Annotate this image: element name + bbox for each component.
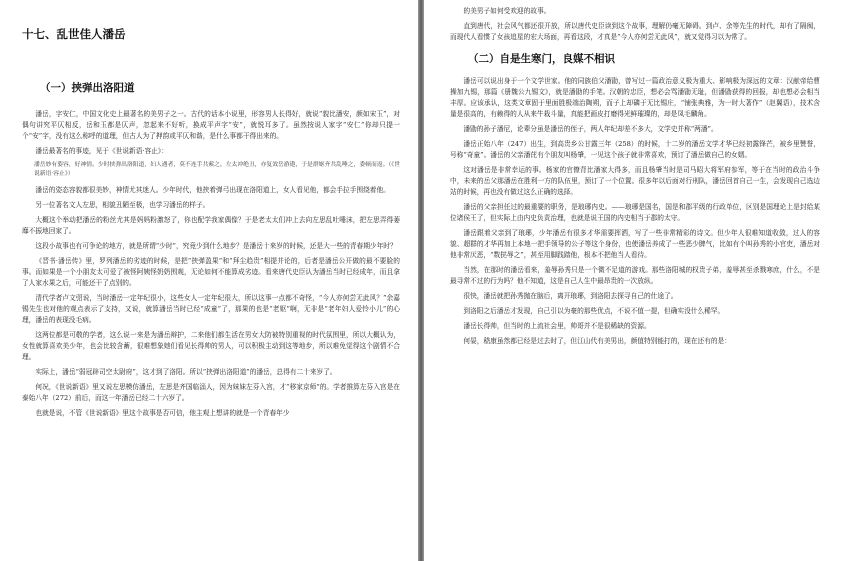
paragraph: 潘岳长得帅，但当时的上流社会里，帅哥并不是很稀缺的资源。 [463,322,651,330]
paragraph: 潘岳的姿态容貌都很美妙，神情尤其迷人。少年时代，他挟着弹弓出现在洛阳道上，女人看见他，都会手拉手围绕着他。 [35,186,390,194]
paragraph: 大概这个举动把潘岳的粉丝尤其是妈妈粉激怒了，你也配学我家偶像？于是老太太们冲上去向左思乱吐唾沫，把左思弄得萎靡不振地回家了。 [22,216,400,235]
paragraph: 这对潘岳是非常幸运的事。杨家的官僚背比潘家大得多，而且杨肇当时是司马昭大将军府参军，等于在当时的政治斗争中，未来的岳父那潘岳在胜利一方的队伍里，预订了一个位置。很多年以后面对行刑队，潘岳回首自己一生，会发现自己选边站的时候，再也没有做过这么正确的选择。 [450,166,820,196]
chapter-title: 十七、乱世佳人潘岳 [22,27,126,41]
paragraph: 潘勖的孙子潘尼，论辈分虽是潘岳的侄子，两人年纪却差不多大，文学史并称“两潘”。 [463,125,718,133]
block-quote: 潘岳妙有姿容，好神情。少时挟弹出洛阳道，妇人遇者，莫不连手共萦之。左太冲绝丑，亦复效岳游遨，于是群妪齐共乱唾之，委顿而返。（《世说新语·容止》） [34,162,400,177]
paragraph: 潘岳可以说出身于一个文学世家。他的同族伯父潘勖，曾写过一篇政治意义极为重大、影响极为深远的文章：汉献帝给曹操加九锡，那篇《册魏公九锡文》，就是潘勖的手笔。汉朝的忠臣，想必会骂潘勖无耻，但潘勖获得的回报，却也想必会相当丰厚。应该承认，这类文章固于里面胜极端治陶朔，而子上却磷于无比锡庄，“铺张典雅，为一时大著作”（赵翼语），技术含量是很高的，有赖得的人从来牛栽斗量，真能把画皮打磨得光鲜璀璨的，却是凤毛麟角。 [450,77,820,118]
right-page [424,0,842,561]
paragraph: 何晏，嵇康虽然都已经是过去时了，但江山代有美男出，颜值特别能打的，现在还有的是： [463,337,731,345]
paragraph: 这段小故事也有可争论的地方，就是所谓“少时”，究竟少到什么地步？是潘岳十来岁的时候，还是大一些的青春期少年时？ [35,242,397,250]
paragraph: 潘岳，字安仁，中国文化史上最著名的美男子之一。古代的话本小说里，形容男人长得好，就说“貌比潘安，颜如宋玉”，对偶句讲究平仄相反，岳和玉都是仄声，忽起来不好听，换成平声字“安”，就悦耳多了。虽然按说人家字“安仁”你却只提一个“安”字，没有这么称呼的道理，但古人为了押韵或平仄和谐，是什么事都干得出来的。 [22,110,400,140]
left-page [0,0,418,561]
paragraph: 《晋书·潘岳传》里，罗列潘岳的劣迹的时候，是把“挟弹盈果”和“拜尘趋贵”相提并论的，后者是潘岳公开做的最不要脸的事。而如果是一个小朋友太可爱了被怪阿姨怪奶奶围观，无论如何不能算成劣迹。看来唐代史臣认为潘岳当时已经成年，而且拿了人家水果之后，可能还干了点别的。 [22,257,400,287]
paragraph: 很快，潘岳就把孙秀抛在脑后，离开琅琊，到洛阳去探寻自己的仕途了。 [463,292,678,300]
paragraph: 的美男子如何受欢迎的故事。 [463,7,551,15]
paragraph: 何况，《世说新语》里又说左思模仿潘岳，左思是齐国临淄人，因为妹妹左芬入宫，才“移家京师”的。学者推算左芬入宫是在泰始八年（272）前后，而这一年潘岳已经二十六岁了。 [22,383,400,402]
paragraph: 直到唐代，社会风气都还很开放，所以唐代史臣读到这个故事，理解仍毫无障碍。到卢、余等先生的时代，却有了隔阂，而现代人看惯了女孩追星的宏大场面，再看这段，才真是“今人亦何尝无此风”，就又觉得习以为常了。 [450,22,820,41]
paragraph: 另一位著名文人左思，相貌丑陋至极，也学习潘岳的样子。 [35,201,210,209]
paragraph: 到洛阳之后潘岳才发现，自己引以为豪的那些优点，不说不值一提，但确实没什么稀罕。 [463,307,725,315]
paragraph: 当然，在那时的潘岳看来，羞辱孙秀只是一个微不足道的游戏。那些洛阳城的权贵子弟，羞辱甚至杀戮寒庶，什么，不是最寻常不过的行为吗？他不知道，这是自己人生中最昂贵的一次放纵。 [450,266,820,285]
paragraph: 潘岳的父亲担任过的最重要的职务，是琅琊内史。——琅琊是国名，国是和郡平级的行政单位，区别是国理论上是封给某位诸侯王了，但实际上由内史负责治理，也就是说王国的内史相当于郡的太守。 [450,203,820,222]
paragraph: 潘岳跟着父亲到了琅琊，少年潘岳有很多才华需要挥洒，写了一些非常精彩的诗文。但少年人很难知道收敛，过人的容貌、超群的才华再加上本地一把手领导的公子等这个身份，也使潘岳养成了一些恶少脾气，比如有个叫孙秀的小官吏，潘岳对他非常厌恶，“数挞辱之”，甚至用脚践踏他，根本不把他当人看待。 [450,229,820,259]
section-title-1: （一）挟弹出洛阳道 [40,82,135,94]
paragraph: 潘岳最著名的事迹，见于《世说新语·容止》： [35,147,168,155]
paragraph: 实际上，潘岳“弱冠辟司空太尉府”，这才到了洛阳。所以“挟弹出洛阳道”的潘岳，总得有二十来岁了。 [35,368,337,376]
section-title-2: （二）自是生寒门，良媒不相识 [468,53,615,65]
paragraph: 也就是说，不管《世说新语》里这个故事是否可信，他主观上想讲的就是一个青春年少 [35,409,290,417]
paragraph: 清代学者卢文弨说，当时潘岳一定年纪很小，这些女人一定年纪很大，所以这事一点都不奇怪，“今人亦何尝无此风？”余嘉锡先生也对他的观点表示了支持，又说，就算潘岳当时已经“成童”了，那果的也是“老妪”啊，无非是“老年妇人爱怜小儿”的心理，潘岳的表现没毛病。 [22,294,400,324]
paragraph: 这两位都是可敬的学者，这么说一来是为潘岳辩护，二来他们都生活在男女大防被特别重视的时代氛围里，所以大概认为，女性就算喜欢美少年，也会比较含蓄，很难想象她们看见长得帅的男人，可以积极主动到这等地步，所以难免觉得这个剧情不合理。 [22,331,400,361]
paragraph: 潘岳正始八年（247）出生，到高贵乡公甘露三年（258）的时候，十二岁的潘岳文学才华已经初露锋芒，被乡里赞誉，号称“奇童”。潘岳的父亲潘芘有个朋友叫杨肇，一见这个孩子就非常喜欢，预订了潘岳做自己的女婿。 [450,140,820,159]
